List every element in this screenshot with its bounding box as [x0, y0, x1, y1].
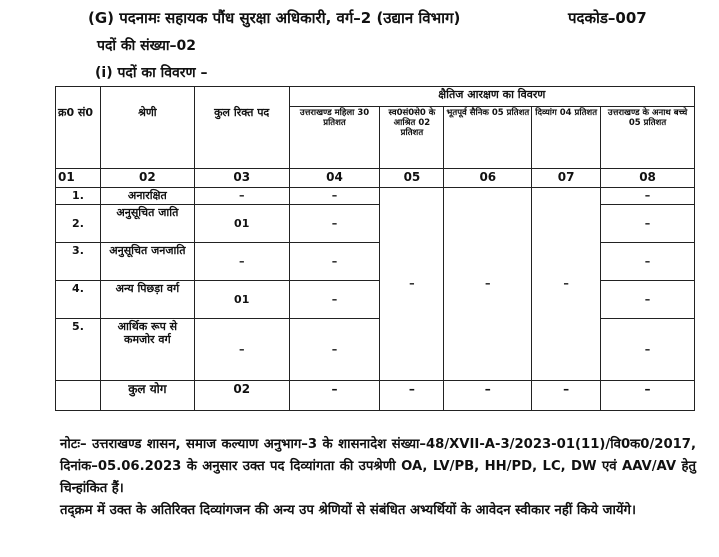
post-count: पदों की संख्या–02: [97, 38, 197, 54]
post-title-line: [88, 8, 647, 28]
category-header: श्रेणी: [100, 87, 194, 169]
row-orphans: –: [601, 281, 695, 319]
orphans-header: उत्तराखण्ड के अनाथ बच्चे 05 प्रतिशत: [601, 107, 695, 169]
row-category: आर्थिक रूप से कमजोर वर्ग: [100, 319, 194, 381]
disabled-header: दिव्यांग 04 प्रतिशत: [532, 107, 601, 169]
horizontal-reservation-header: क्षैतिज आरक्षण का विवरण: [289, 87, 694, 107]
row-orphans: –: [601, 187, 695, 205]
row-women: –: [289, 187, 380, 205]
row-orphans: –: [601, 319, 695, 381]
row-serial: 2.: [56, 205, 101, 243]
row-category: अनारक्षित: [100, 187, 194, 205]
total-row: [56, 381, 695, 411]
row-serial: 3.: [56, 243, 101, 281]
total-disabled: –: [532, 381, 601, 411]
row-vacancies: –: [194, 187, 289, 205]
row-serial: 5.: [56, 319, 101, 381]
total-freedom-fighter: –: [380, 381, 444, 411]
vacancies-header: कुल रिक्त पद: [194, 87, 289, 169]
disabled-merged: –: [532, 187, 601, 381]
women-header: उत्तराखण्ड महिला 30 प्रतिशत: [289, 107, 380, 169]
note-paragraph: तद्क्रम में उक्त के अतिरिक्त दिव्यांगजन की अन्य उप श्रेणियों से संबंधित अभ्यर्थियों के आवेदन स्वीकार नहीं किये जायेंगे।: [60, 503, 636, 518]
col-number: 08: [601, 169, 695, 188]
col-number: 05: [380, 169, 444, 188]
details-heading: (i) पदों का विवरण –: [95, 65, 208, 81]
total-label: कुल योग: [100, 381, 194, 411]
post-title: (G) पदनामः सहायक पौंध सुरक्षा अधिकारी, वर्ग–2 (उद्यान विभाग): [88, 9, 461, 27]
row-orphans: –: [601, 243, 695, 281]
col-number: 06: [444, 169, 532, 188]
freedom-fighter-merged: –: [380, 187, 444, 381]
col-number: 01: [56, 169, 101, 188]
row-women: –: [289, 319, 380, 381]
row-women: –: [289, 243, 380, 281]
note-section: [60, 434, 696, 522]
row-serial: 4.: [56, 281, 101, 319]
row-vacancies: –: [194, 243, 289, 281]
row-women: –: [289, 281, 380, 319]
col-number: 02: [100, 169, 194, 188]
total-serial: [56, 381, 101, 411]
row-vacancies: 01: [194, 205, 289, 243]
ex-servicemen-header: भूतपूर्व सैनिक 05 प्रतिशत: [444, 107, 532, 169]
total-orphans: –: [601, 381, 695, 411]
row-category: अन्य पिछड़ा वर्ग: [100, 281, 194, 319]
table-row: [56, 187, 695, 205]
row-orphans: –: [601, 205, 695, 243]
total-women: –: [289, 381, 380, 411]
header-row-1: [56, 87, 695, 107]
row-serial: 1.: [56, 187, 101, 205]
row-category: अनुसूचित जाति: [100, 205, 194, 243]
row-vacancies: –: [194, 319, 289, 381]
ex-servicemen-merged: –: [444, 187, 532, 381]
row-vacancies: 01: [194, 281, 289, 319]
col-number: 04: [289, 169, 380, 188]
column-number-row: [56, 169, 695, 188]
row-women: –: [289, 205, 380, 243]
post-code: पदकोड–007: [568, 9, 647, 27]
row-category: अनुसूचित जनजाति: [100, 243, 194, 281]
total-vacancies: 02: [194, 381, 289, 411]
freedom-fighter-header: स्व0सं0से0 के आश्रित 02 प्रतिशत: [380, 107, 444, 169]
note-paragraph: नोटः– उत्तराखण्ड शासन, समाज कल्याण अनुभाग–3 के शासनादेश संख्या–48/XVII-A-3/2023-01(11)/वि0क0/2017, दिनांक–05.06.2023 के अनुसार उक्त पद दिव्यांगता की उपश्रेणी OA, LV/PB, HH/PD, LC, DW एवं AAV/AV हेतु चिन्हांकित हैं।: [60, 437, 696, 496]
vacancy-table: [55, 86, 695, 411]
serial-header: क्र0 सं0: [56, 87, 101, 169]
col-number: 07: [532, 169, 601, 188]
total-ex-servicemen: –: [444, 381, 532, 411]
col-number: 03: [194, 169, 289, 188]
